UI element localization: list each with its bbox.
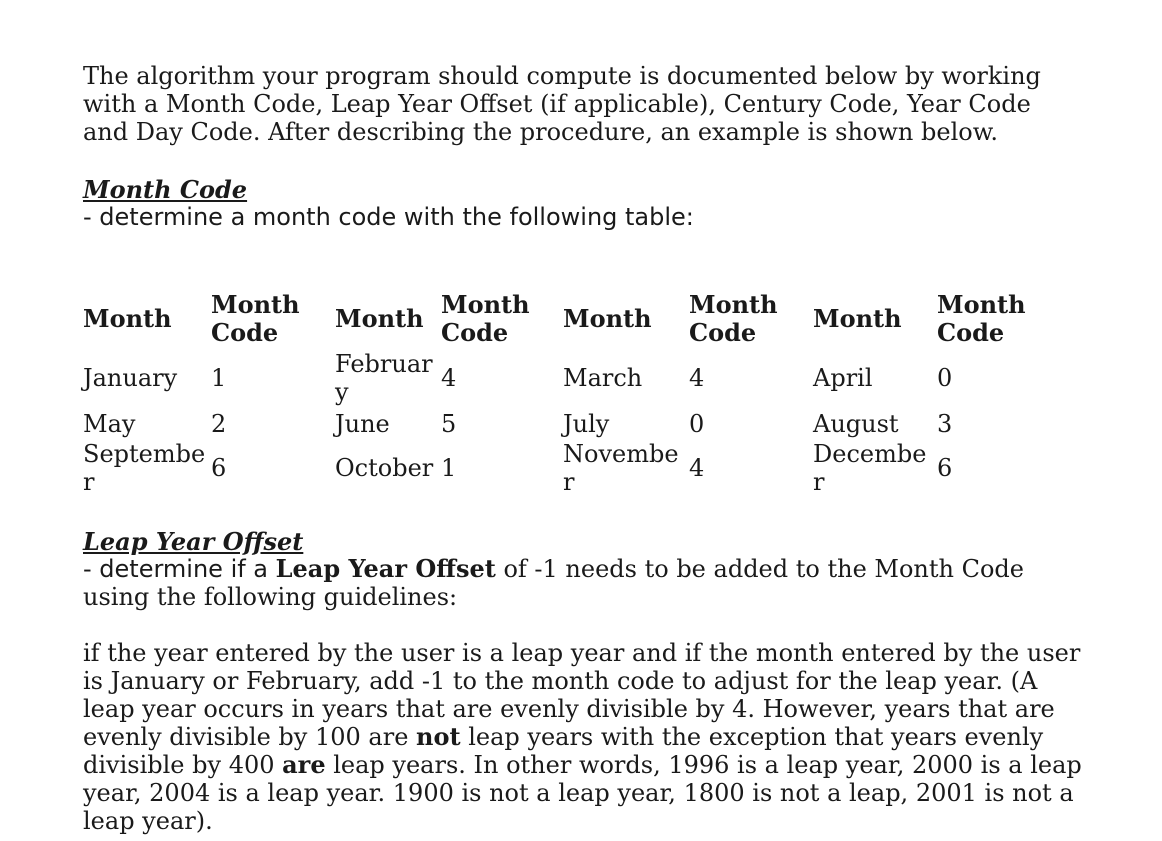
table-cell-month: July (563, 410, 610, 438)
table-cell-month: March (563, 364, 643, 392)
table-header-month-code: Month Code (937, 290, 1026, 347)
table-header-month-code: Month Code (441, 290, 530, 347)
table-cell-code: 2 (211, 410, 227, 438)
table-cell-code: 4 (689, 364, 705, 392)
table-cell-code: 6 (211, 454, 227, 482)
leap-year-offset-heading: Leap Year Offset (83, 527, 304, 556)
table-header-month: Month (335, 304, 424, 333)
table-header-month: Month (813, 304, 902, 333)
leap-year-offset-description: - determine if a Leap Year Offset of -1 needs to be added to the Month Code using the following guidelines: (83, 554, 1024, 611)
table-cell-code: 5 (441, 410, 457, 438)
table-cell-month: Decembe r (813, 440, 927, 496)
table-cell-month: Februar y (335, 350, 433, 406)
table-cell-month: May (83, 410, 136, 438)
intro-paragraph: The algorithm your program should compute is documented below by working with a Month Code, Leap Year Offset (if applicable), Century Code, Year Code and Day Code. After describing the procedure, an example is shown below. (83, 62, 1041, 146)
table-cell-month: August (813, 410, 899, 438)
table-cell-month: Novembe r (563, 440, 679, 496)
table-header-month-code: Month Code (689, 290, 778, 347)
table-cell-code: 6 (937, 454, 953, 482)
table-cell-month: January (83, 364, 178, 392)
month-code-heading: Month Code (83, 175, 248, 204)
table-header-month: Month (563, 304, 652, 333)
table-cell-month: June (335, 410, 390, 438)
table-cell-month: Septembe r (83, 440, 206, 496)
leap-year-rules-paragraph: if the year entered by the user is a leap year and if the month entered by the user is January or February, add -1 to the month code to adjust for the leap year. (A leap year occurs in years that are evenly divisible by 4. However, years that are evenly divisible by 100 are not leap years with the exception that years evenly divisible by 400 are leap years. In other words, 1996 is a leap year, 2000 is a leap year, 2004 is a leap year. 1900 is not a leap year, 1800 is not a leap, 2001 is not a leap year). (83, 639, 1082, 835)
table-cell-month: April (813, 364, 873, 392)
table-cell-code: 4 (689, 454, 705, 482)
table-cell-code: 3 (937, 410, 953, 438)
table-cell-code: 1 (211, 364, 227, 392)
table-header-month-code: Month Code (211, 290, 300, 347)
table-cell-code: 4 (441, 364, 457, 392)
month-code-description: - determine a month code with the following table: (83, 203, 694, 231)
table-cell-code: 0 (689, 410, 705, 438)
table-cell-code: 0 (937, 364, 953, 392)
table-header-month: Month (83, 304, 172, 333)
table-cell-month: October (335, 454, 434, 482)
table-cell-code: 1 (441, 454, 457, 482)
